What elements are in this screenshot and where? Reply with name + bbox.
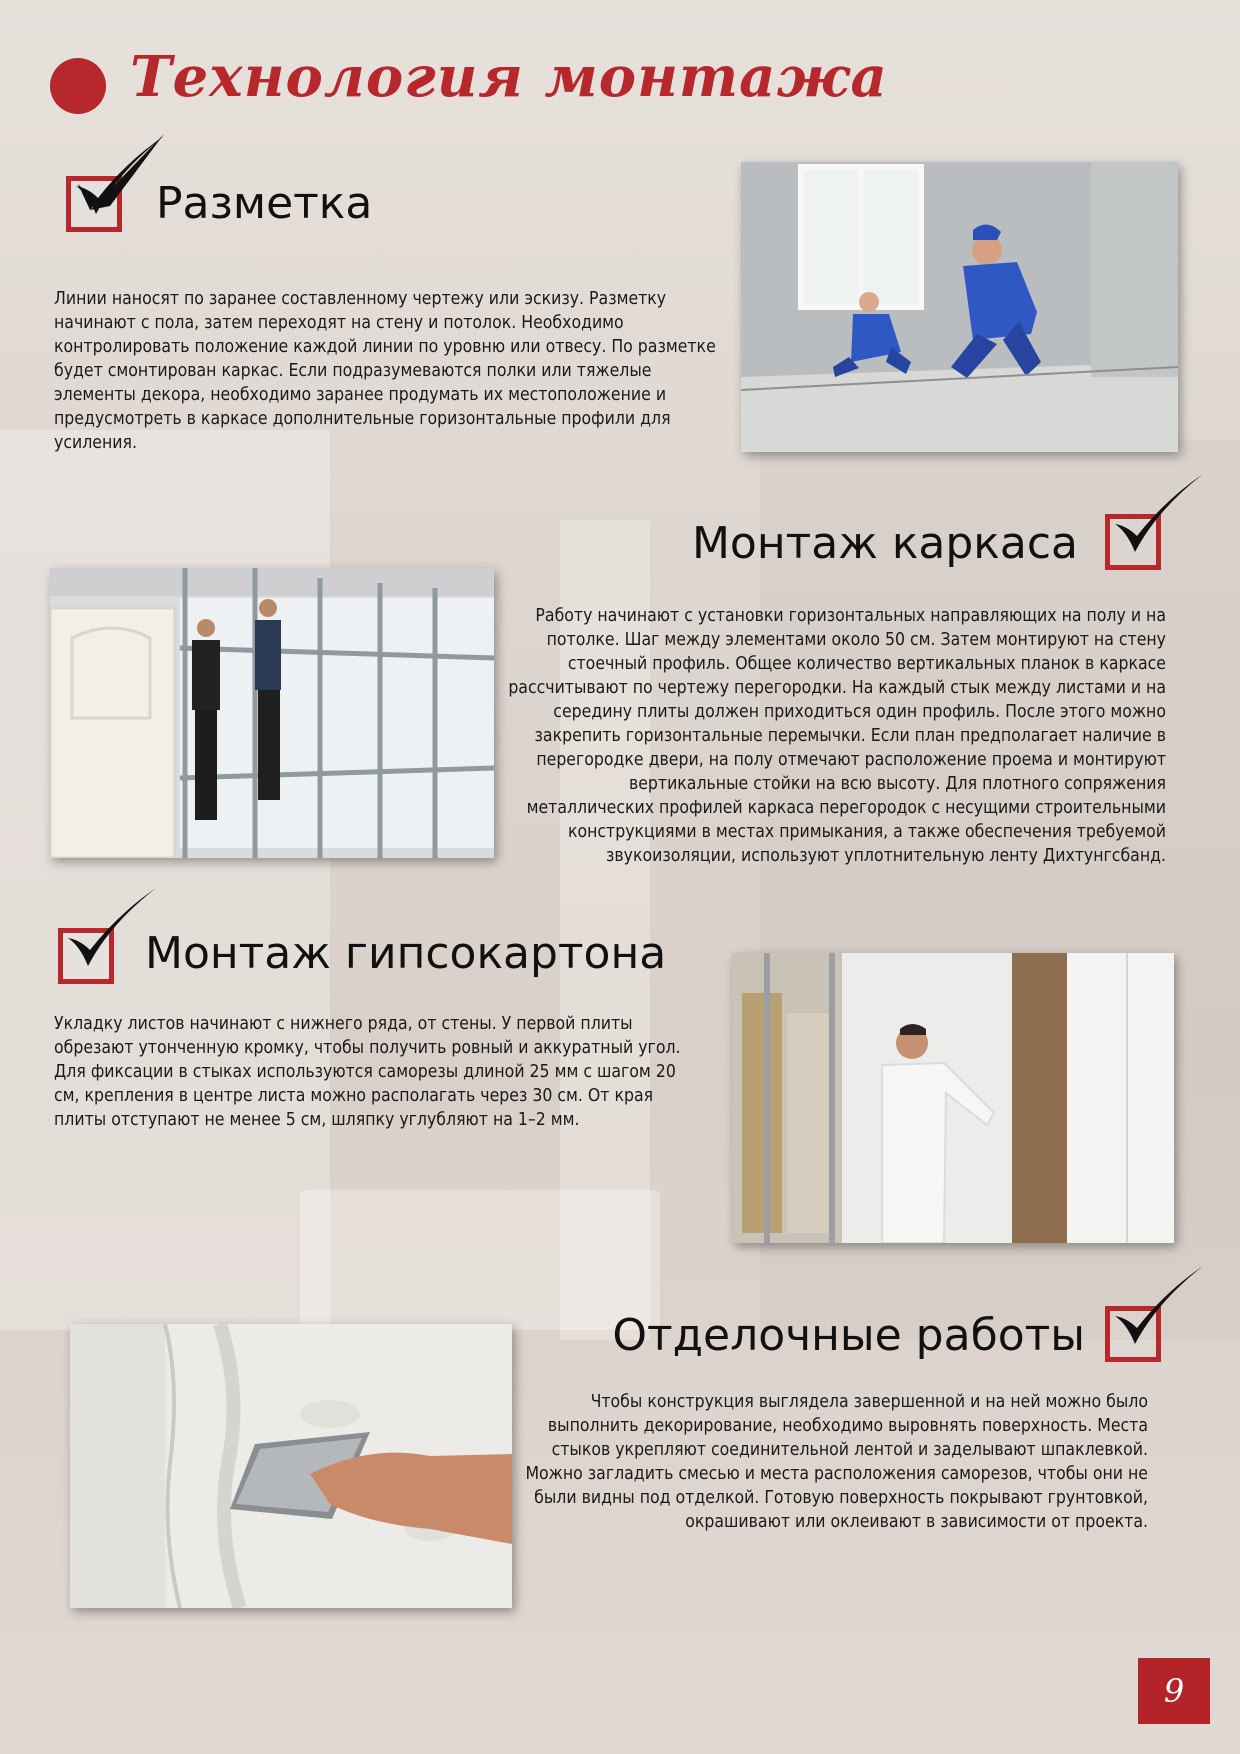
section-title-frame: Монтаж каркаса — [691, 518, 1078, 569]
section-title-marking: Разметка — [156, 178, 373, 229]
checkbox-check-icon — [66, 132, 156, 232]
section-title-finishing: Отделочные работы — [612, 1310, 1085, 1361]
checkbox-check-icon — [1105, 470, 1195, 570]
photo-workers-marking-floor — [741, 162, 1178, 452]
background-table — [300, 1190, 660, 1330]
checkbox-check-icon — [1105, 1262, 1195, 1362]
title-bullet — [50, 58, 106, 114]
section-text-finishing: Чтобы конструкция выглядела завершенной и на ней можно было выполнить декорирование, необходимо выровнять поверхность. Места стыков укрепляют соединительной лентой и заделывают шпаклевкой. Можно загладить смесью и места расположения саморезов, чтобы они не были видны под отделкой. Готовую поверхность покрывают грунтовкой, окрашивают или оклеивают в зависимости от проекта. — [525, 1392, 1148, 1532]
checkbox-check-icon — [58, 884, 148, 984]
section-text-frame: Работу начинают с установки горизонтальных направляющих на полу и на потолке. Шаг между элементами около 50 см. Затем монтируют на стену стоечный профиль. Общее количество вертикальных планок в каркасе рассчитывают по чертежу перегородки. На каждый стык между листами и на середину плиты должен приходиться один профиль. После этого можно закрепить горизонтальные перемычки. Если план предполагает наличие в перегородке двери, на полу отмечают расположение проема и монтируют вертикальные стойки на всю высоту. Для плотного сопряжения металлических профилей каркаса перегородок с несущими строительными конструкциями в местах примыкания, а также обеспечения требуемой звукоизоляции, используют уплотнительную ленту Дихтунгсбанд. — [508, 606, 1166, 866]
section-text-marking: Линии наносят по заранее составленному чертежу или эскизу. Разметку начинают с пола, затем переходят на стену и потолок. Необходимо контролировать положение каждой линии по уровню или отвесу. По разметке будет смонтирован каркас. Если подразумеваются полки или тяжелые элементы декора, необходимо заранее продумать их местоположение и предусмотреть в каркасе дополнительные горизонтальные профили для усиления. — [54, 289, 716, 453]
section-title-drywall: Монтаж гипсокартона — [145, 928, 667, 979]
section-text-drywall: Укладку листов начинают с нижнего ряда, от стены. У первой плиты обрезают утонченную кромку, чтобы получить ровный и аккуратный угол. Для фиксации в стыках используются саморезы длиной 25 мм с шагом 20 см, крепления в центре листа можно располагать через 30 см. От края плиты отступают не менее 5 см, шляпку углубляют на 1–2 мм. — [54, 1014, 681, 1130]
background-wall — [0, 430, 330, 1330]
page-title: Технология монтажа — [130, 44, 888, 110]
photo-frame-assembly — [50, 568, 494, 858]
photo-finishing-putty — [70, 1324, 512, 1608]
page-number: 9 — [1138, 1658, 1210, 1724]
photo-drywall-installation — [732, 953, 1174, 1243]
